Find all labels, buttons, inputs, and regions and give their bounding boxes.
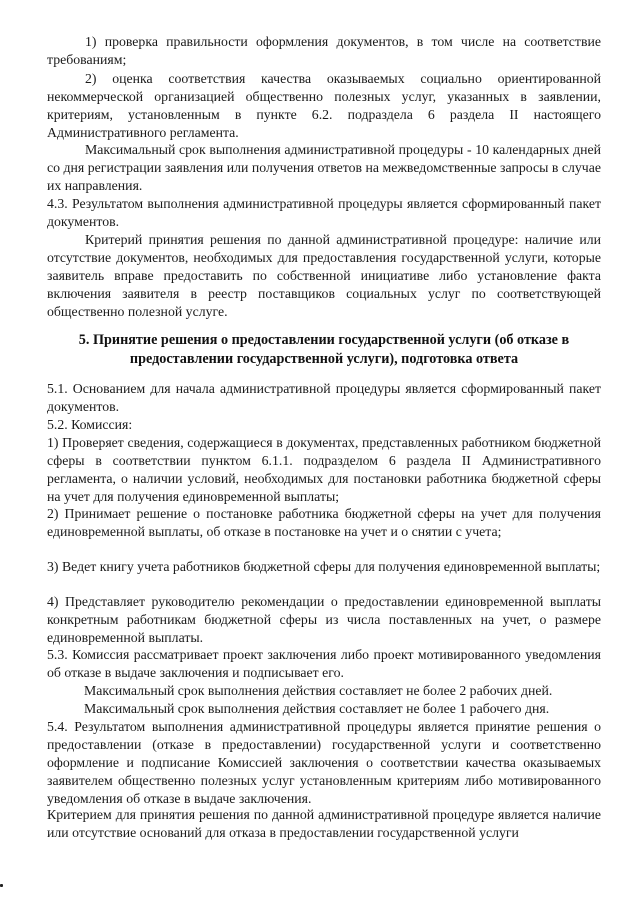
paragraph-4-3-result: 4.3. Результатом выполнения административной процедуры является сформированный пакет документов. [47, 196, 601, 229]
paragraph-5-2-item-3: 3) Ведет книгу учета работников бюджетной сферы для получения единовременной выплаты; [47, 559, 601, 574]
section-5-heading: 5. Принятие решения о предоставлении государственной услуги (об отказе в предоставлении государственной услуги), подготовка ответа [78, 332, 570, 367]
paragraph-5-2: 5.2. Комиссия: [47, 417, 133, 432]
paragraph-max-term-2-days: Максимальный срок выполнения действия составляет не более 2 рабочих дней. [84, 683, 553, 698]
paragraph-final-criterion: Критерием для принятия решения по данной административной процедуре является наличие или отсутствие оснований для отказа в предоставлении государственной услуги [47, 807, 601, 840]
paragraph-5-2-item-1: 1) Проверяет сведения, содержащиеся в документах, представленных работником бюджетной сферы в соответствии пунктом 6.1.1. подразделом 6 раздела II Административного регламента, о наличии условий, необходимых для постановки работника бюджетной сферы на учет для получения единовременной выплаты; [47, 435, 601, 504]
paragraph-5-1: 5.1. Основанием для начала административной процедуры является сформированный пакет документов. [47, 381, 601, 414]
paragraph-5-2-item-4: 4) Представляет руководителю рекомендации о предоставлении единовременной выплаты конкретным работникам бюджетной сферы из числа поставленных на учет, о размере единовременной выплаты. [47, 594, 601, 645]
paragraph-5-2-item-2: 2) Принимает решение о постановке работника бюджетной сферы на учет для получения единовременной выплаты, об отказе в постановке на учет и о снятии с учета; [47, 506, 601, 539]
paragraph-5-4: 5.4. Результатом выполнения административной процедуры является принятие решения о предоставлении (отказе в предоставлении) государственной услуги и соответственно оформление и подписание Комиссией заключения о соответствии качества оказываемых заявителем общественно полезных услуг установленным критериям либо мотивированного уведомления об отказе в выдаче заключения. [47, 719, 601, 806]
paragraph-check-documents: 1) проверка правильности оформления документов, в том числе на соответствие требованиям; [47, 34, 601, 67]
paragraph-max-term-10-days: Максимальный срок выполнения административной процедуры - 10 календарных дней со дня регистрации заявления или получения ответов на межведомственные запросы в случае их направления. [47, 142, 601, 193]
paragraph-max-term-1-day: Максимальный срок выполнения действия составляет не более 1 рабочего дня. [84, 701, 550, 716]
scan-speck [0, 884, 3, 887]
paragraph-5-3: 5.3. Комиссия рассматривает проект заключения либо проект мотивированного уведомления об отказе в выдаче заключения и подписывает его. [47, 647, 601, 680]
paragraph-decision-criterion: Критерий принятия решения по данной административной процедуре: наличие или отсутствие документов, необходимых для предоставления государственной услуги, которые заявитель вправе предоставить по собственной инициативе либо установление факта включения заявителя в реестр поставщиков социальных услуг по соответствующей общественно полезной услуге. [47, 232, 601, 319]
paragraph-quality-assessment: 2) оценка соответствия качества оказываемых социально ориентированной некоммерческой организацией общественно полезных услуг, указанных в заявлении, критериям, установленным в пункте 6.2. подраздела 6 раздела II настоящего Административного регламента. [47, 71, 601, 140]
